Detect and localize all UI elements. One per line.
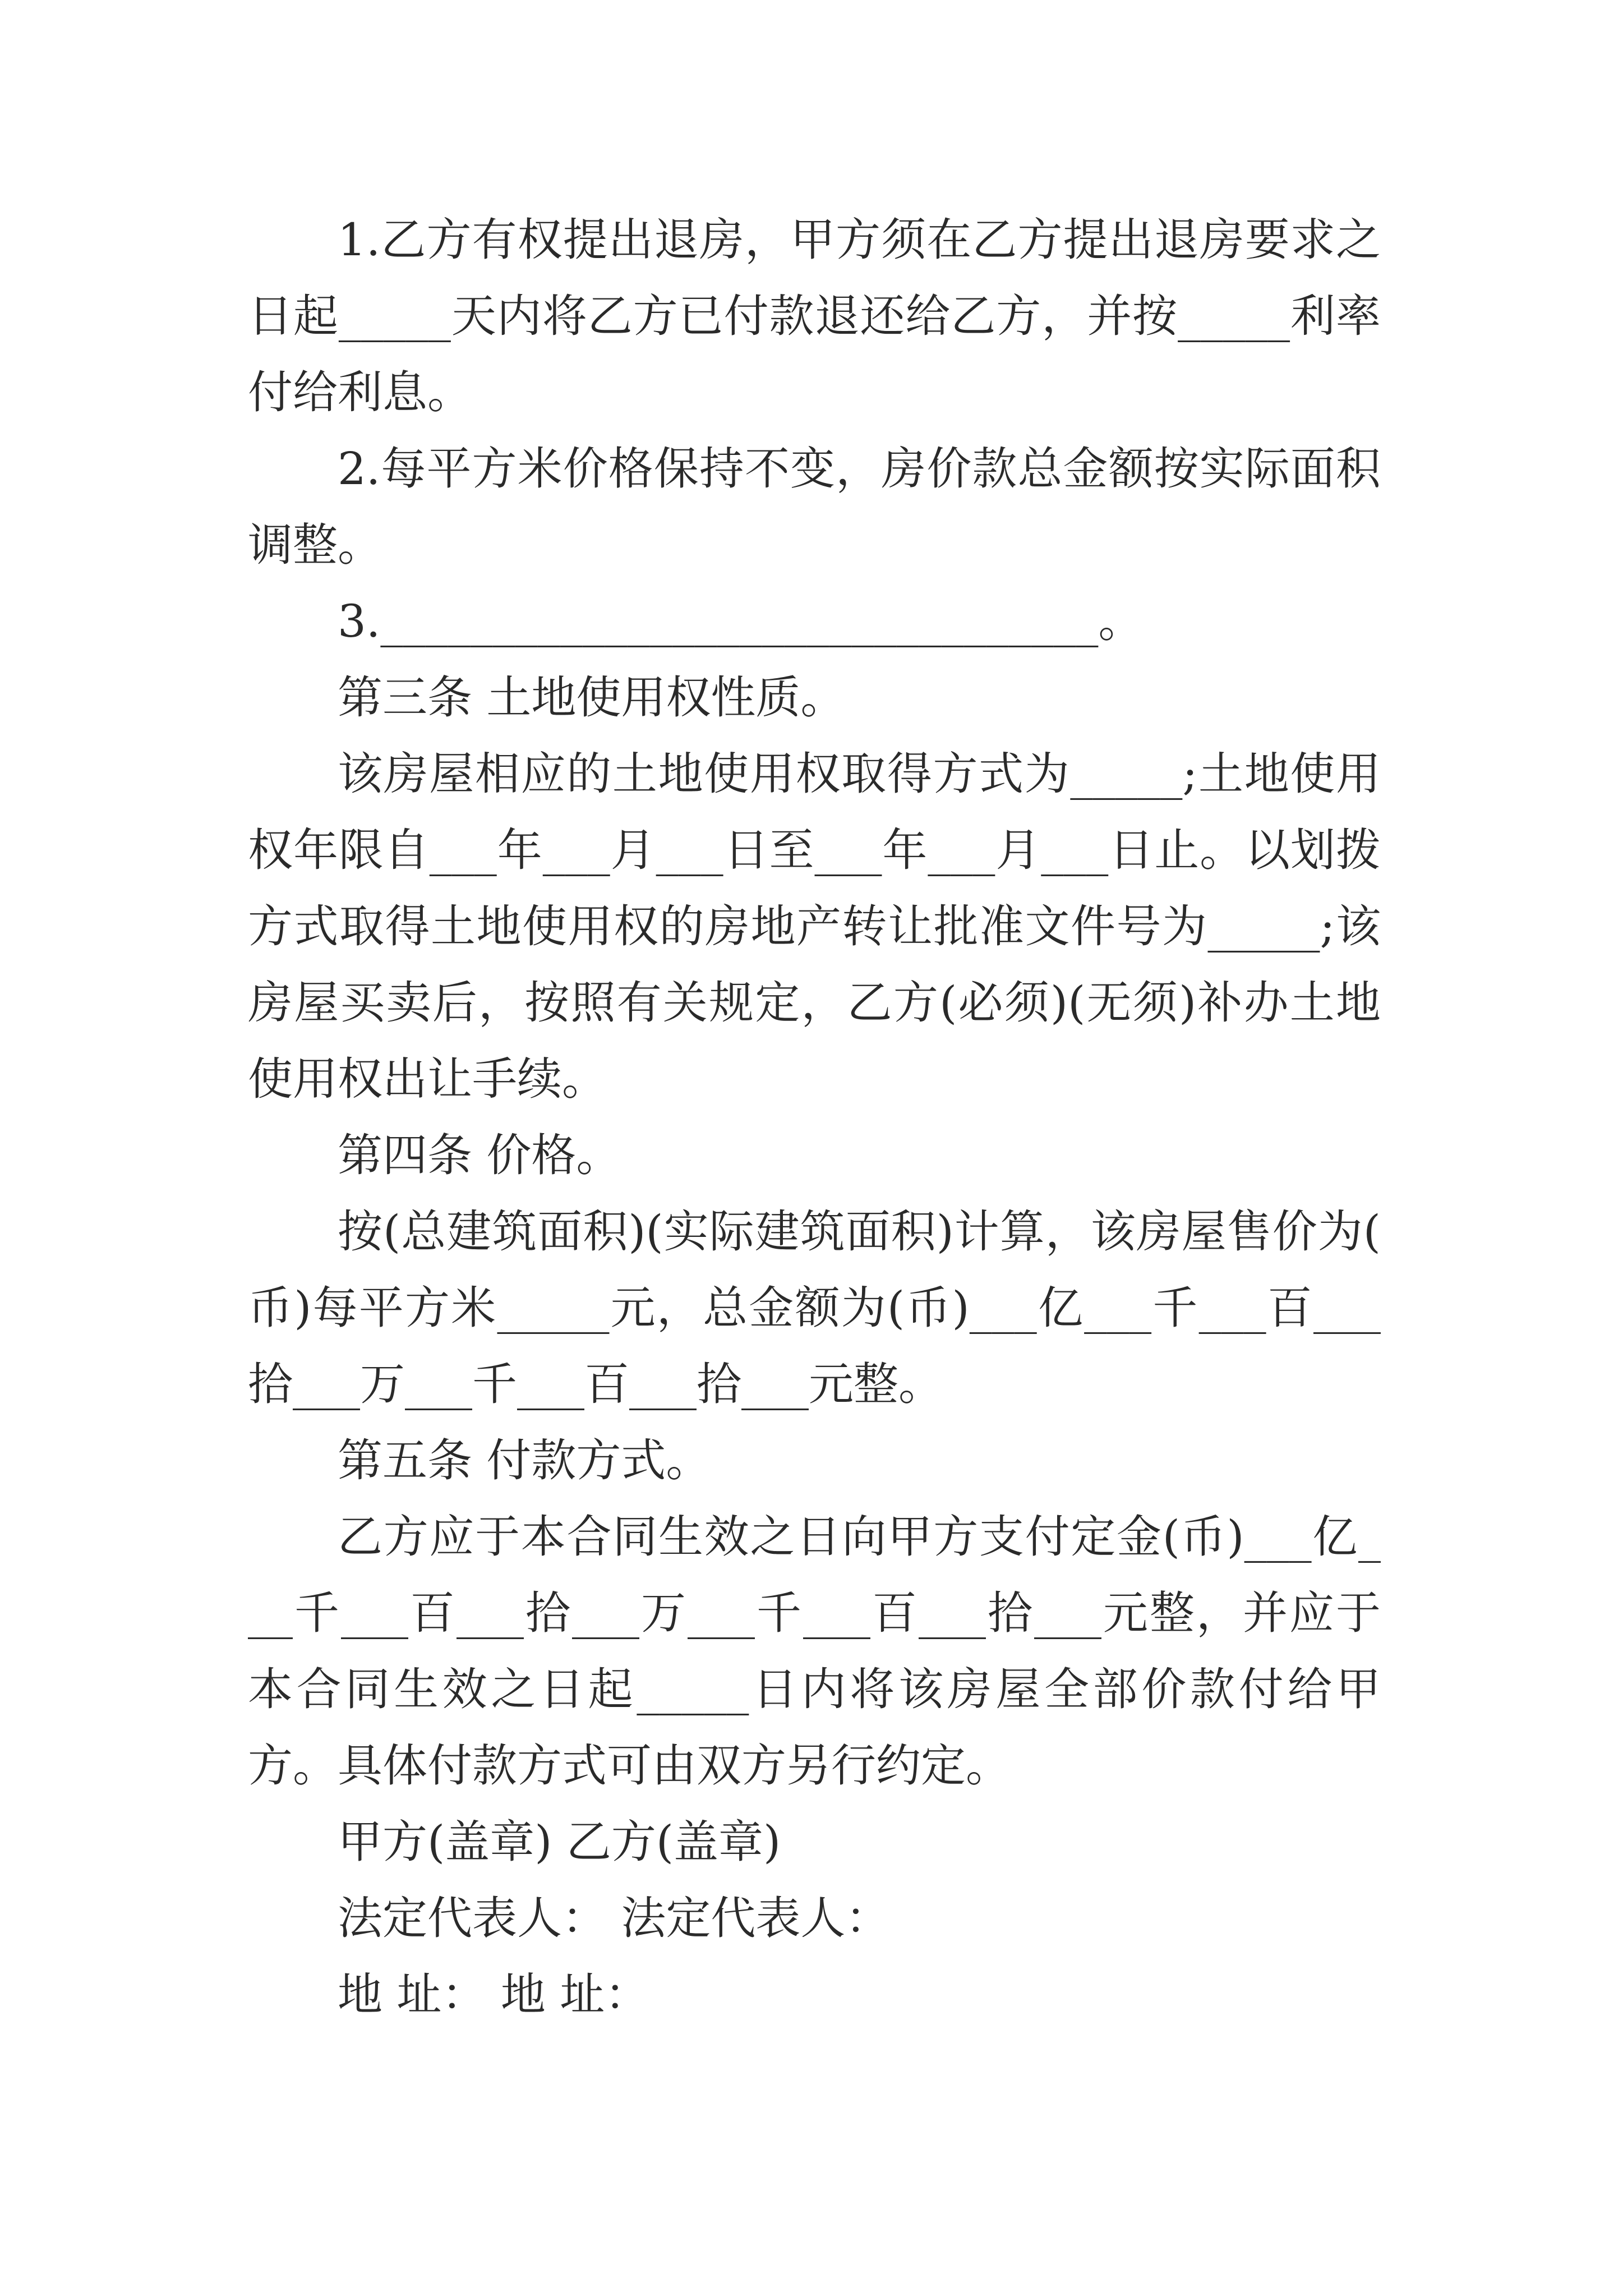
article-5-heading: 第五条 付款方式。 xyxy=(338,1434,711,1487)
signature-addresses: 地 址： 地 址： xyxy=(338,1968,650,2021)
signature-seals: 甲方(盖章) 乙方(盖章) xyxy=(338,1816,781,1868)
article-3-body: 该房屋相应的土地使用权取得方式为_____;土地使用权年限自___年___月___日至___年___月___日止。以划拨方式取得土地使用权的房地产转让批准文件号为_____;该房屋买卖后，按照有关规定，乙方(必须)(无须)补办土地使用权出让手续。 xyxy=(248,748,1381,1105)
clause-other: 3.________________________________。 xyxy=(338,595,1144,647)
contract-body xyxy=(248,202,1381,2033)
article-4-body: 按(总建筑面积)(实际建筑面积)计算，该房屋售价为( 币)每平方米_____元，总金额为(币)___亿___千___百___拾___万___千___百___拾___元整。 xyxy=(248,1205,1381,1410)
article-3-heading: 第三条 土地使用权性质。 xyxy=(338,671,846,724)
clause-refund: 1.乙方有权提出退房，甲方须在乙方提出退房要求之日起_____天内将乙方已付款退还给乙方，并按_____利率付给利息。 xyxy=(248,214,1381,418)
clause-price-unchanged: 2.每平方米价格保持不变，房价款总金额按实际面积调整。 xyxy=(248,443,1381,571)
signature-representatives: 法定代表人： 法定代表人： xyxy=(338,1892,891,1944)
article-5-body: 乙方应于本合同生效之日向甲方支付定金(币)___亿___千___百___拾___万___千___百___拾___元整，并应于本合同生效之日起_____日内将该房屋全部价款付给甲方。具体付款方式可由双方另行约定。 xyxy=(248,1511,1381,1792)
article-4-heading: 第四条 价格。 xyxy=(338,1129,621,1181)
